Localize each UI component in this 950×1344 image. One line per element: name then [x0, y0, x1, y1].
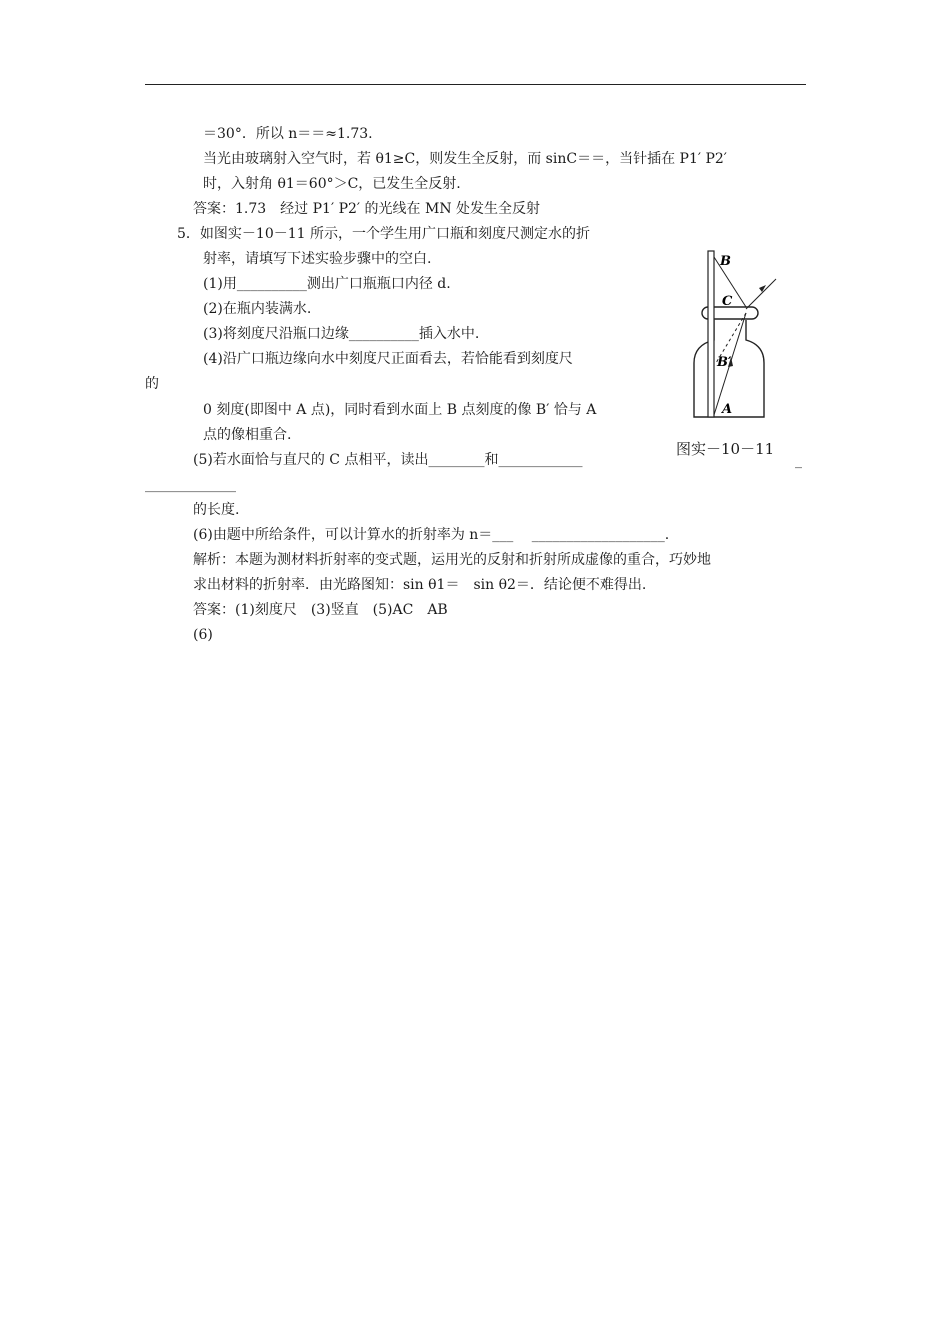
text-line: 时，入射角 θ1＝60°＞C，已发生全反射. [203, 176, 461, 192]
header-rule [145, 84, 806, 85]
step-1: (1)用__________测出广口瓶瓶口内径 d. [203, 276, 451, 292]
bottle-ruler-figure [690, 245, 780, 425]
text-line: 点的像相重合. [203, 427, 292, 443]
analysis-line: 求出材料的折射率．由光路图知：sin θ1＝ sin θ2＝．结论便不难得出. [193, 577, 647, 593]
ruler [708, 251, 714, 417]
step-6: (6)由题中所给条件，可以计算水的折射率为 n＝___ ___________________. [193, 527, 670, 543]
ray-arrow [759, 285, 766, 292]
stray-mark: _ [795, 453, 802, 469]
question-title: 5．如图实－10－11 所示，一个学生用广口瓶和刻度尺测定水的折 [177, 226, 590, 242]
blank-line: _____________ [145, 477, 236, 493]
label-b: B [720, 254, 731, 269]
step-5: (5)若水面恰与直尺的 C 点相平，读出________和____________ [193, 452, 583, 468]
step-3: (3)将刻度尺沿瓶口边缘__________插入水中. [203, 326, 480, 342]
text-line: 0 刻度(即图中 A 点)，同时看到水面上 B 点刻度的像 B′ 恰与 A [203, 402, 597, 418]
figure-caption: 图实－10－11 [676, 440, 775, 458]
text-line: ＝30°．所以 n＝＝≈1.73. [203, 126, 373, 142]
text-line: 射率，请填写下述实验步骤中的空白. [203, 251, 432, 267]
step-2: (2)在瓶内装满水. [203, 301, 312, 317]
answer-line: 答案：1.73 经过 P1′ P2′ 的光线在 MN 处发生全反射 [193, 201, 541, 217]
label-a: A [722, 402, 733, 417]
text-line: 的 [145, 376, 159, 392]
text-line: 当光由玻璃射入空气时，若 θ1≥C，则发生全反射，而 sinC＝＝，当针插在 P1′ P2′ [203, 151, 727, 167]
label-c: C [722, 294, 733, 309]
label-b-prime: B′ [717, 355, 732, 370]
ray-incoming [746, 279, 776, 309]
answer-line: (6) [193, 627, 213, 643]
text-line: 的长度. [193, 502, 240, 518]
analysis-line: 解析：本题为测材料折射率的变式题，运用光的反射和折射所成虚像的重合，巧妙地 [193, 552, 711, 568]
step-4: (4)沿广口瓶边缘向水中刻度尺正面看去，若恰能看到刻度尺 [203, 351, 573, 367]
answer-line: 答案：(1)刻度尺 (3)竖直 (5)AC AB [193, 602, 448, 618]
